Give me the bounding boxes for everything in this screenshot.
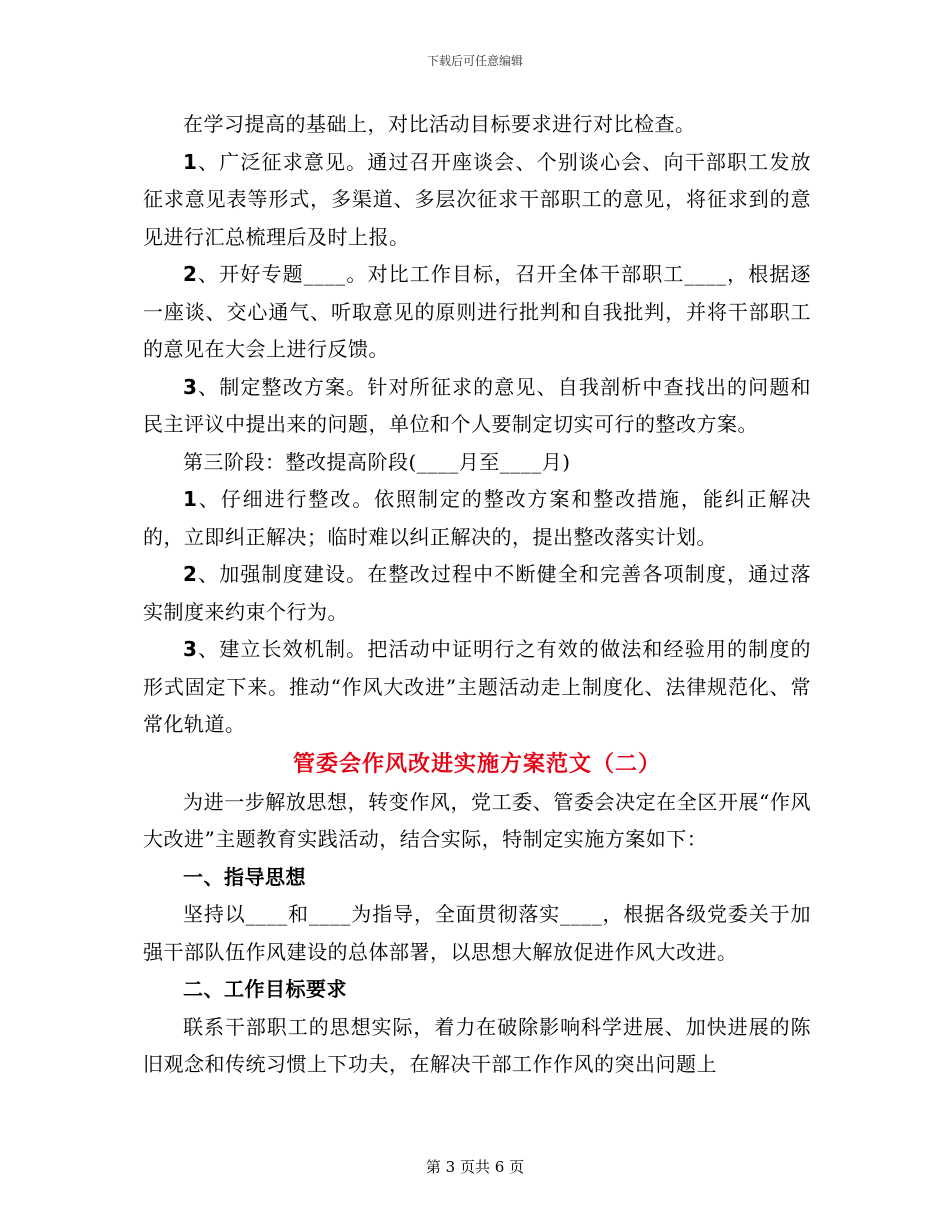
list-item: 2、开好专题____。对比工作目标，召开全体干部职工____，根据逐一座谈、交心通气、听取意见的原则进行批判和自我批判，并将干部职工的意见在大会上进行反馈。 xyxy=(143,262,811,361)
section-title: 管委会作风改进实施方案范文（二） xyxy=(292,750,661,777)
page-footer: 第 3 页共 6 页 xyxy=(425,1158,525,1176)
intro-paragraph: 为进一步解放思想，转变作风，党工委、管委会决定在全区开展“作风大改进”主题教育实践活动，结合实际，特制定实施方案如下： xyxy=(143,789,811,851)
document-body xyxy=(143,106,811,1084)
paragraph: 联系干部职工的思想实际，着力在破除影响科学进展、加快进展的陈旧观念和传统习惯上下功夫，在解决干部工作作风的突出问题上 xyxy=(143,1014,811,1076)
stage-heading: 第三阶段：整改提高阶段(____月至____月) xyxy=(183,449,571,474)
list-item: 3、建立长效机制。把活动中证明行之有效的做法和经验用的制度的形式固定下来。推动“作风大改进”主题活动走上制度化、法律规范化、常常化轨道。 xyxy=(143,637,811,736)
list-item: 1、广泛征求意见。通过召开座谈会、个别谈心会、向干部职工发放征求意见表等形式，多渠道、多层次征求干部职工的意见，将征求到的意见进行汇总梳理后及时上报。 xyxy=(143,149,811,249)
list-item: 2、加强制度建设。在整改过程中不断健全和完善各项制度，通过落实制度来约束个行为。 xyxy=(143,562,811,624)
paragraph: 坚持以____和____为指导，全面贯彻落实____，根据各级党委关于加强干部队伍作风建设的总体部署，以思想大解放促进作风大改进。 xyxy=(143,902,811,964)
paragraph: 在学习提高的基础上，对比活动目标要求进行对比检查。 xyxy=(183,112,696,136)
page-header: 下载后可任意编辑 xyxy=(426,54,523,68)
heading-guiding-thought: 一、指导思想 xyxy=(183,864,306,889)
heading-work-goals: 二、工作目标要求 xyxy=(183,977,347,1001)
list-item: 3、制定整改方案。针对所征求的意见、自我剖析中查找出的问题和民主评议中提出来的问题，单位和个人要制定切实可行的整改方案。 xyxy=(143,374,811,436)
list-item: 1、仔细进行整改。依照制定的整改方案和整改措施，能纠正解决的，立即纠正解决；临时难以纠正解决的，提出整改落实计划。 xyxy=(143,487,811,549)
